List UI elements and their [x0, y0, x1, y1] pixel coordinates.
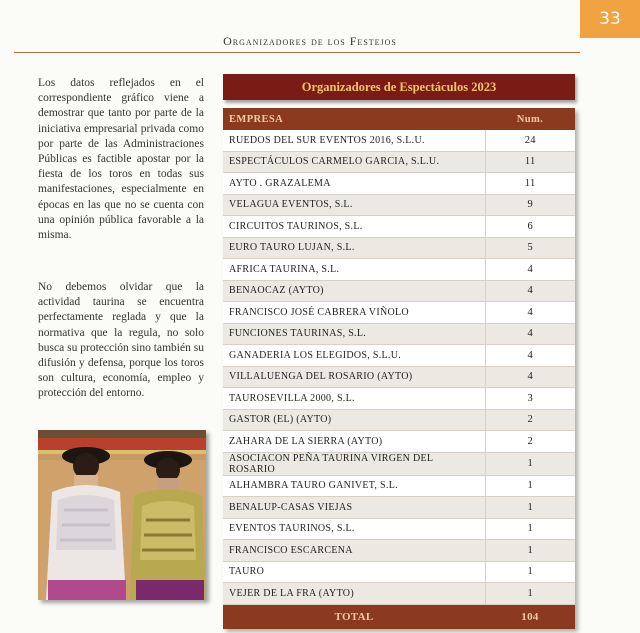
event-count-cell: 4 [485, 302, 575, 324]
table-row [223, 497, 575, 519]
organizer-name-cell: ZAHARA DE LA SIERRA (AYTO) [223, 431, 485, 453]
table-row [223, 409, 575, 431]
table-row [223, 151, 575, 173]
organizer-name-cell: AFRICA TAURINA, S.L. [223, 259, 485, 281]
event-count-cell: 1 [485, 583, 575, 605]
column-header-empresa: EMPRESA [223, 108, 485, 130]
organizer-name-cell: GASTOR (EL) (AYTO) [223, 409, 485, 431]
table-row [223, 194, 575, 216]
matadors-illustration [38, 430, 206, 600]
organizer-name-cell: GANADERIA LOS ELEGIDOS, S.L.U. [223, 345, 485, 367]
table-row [223, 237, 575, 259]
table-row [223, 583, 575, 605]
body-paragraph-1: Los datos reflejados en el correspondiente gráfico viene a demostrar que tanto por parte de la iniciativa empresarial privada como por parte de las Administraciones Públicas es factible apostar por la fiesta de los toros en todas sus manifestaciones, especialmente en épocas en las que no se cuenta con una opinión pública favorable a la misma. [38, 77, 204, 242]
page-number: 33 [580, 0, 640, 38]
organizers-table [223, 108, 575, 629]
organizer-name-cell: ALHAMBRA TAURO GANIVET, S.L. [223, 475, 485, 497]
event-count-cell: 9 [485, 194, 575, 216]
event-count-cell: 11 [485, 173, 575, 195]
table-row [223, 540, 575, 562]
table-row [223, 388, 575, 410]
organizer-name-cell: FRANCISCO JOSÉ CABRERA VIÑOLO [223, 302, 485, 324]
table-row [223, 216, 575, 238]
organizer-name-cell: ASOCIACON PEÑA TAURINA VIRGEN DEL ROSARIO [223, 452, 485, 475]
table-row [223, 259, 575, 281]
organizer-name-cell: TAURO [223, 561, 485, 583]
event-count-cell: 4 [485, 345, 575, 367]
organizer-name-cell: ESPECTÁCULOS CARMELO GARCIA, S.L.U. [223, 151, 485, 173]
table-row [223, 280, 575, 302]
column-header-num: Num. [485, 108, 575, 130]
total-value: 104 [485, 604, 575, 629]
event-count-cell: 1 [485, 475, 575, 497]
event-count-cell: 2 [485, 409, 575, 431]
organizer-name-cell: VEJER DE LA FRA (AYTO) [223, 583, 485, 605]
table-total-row [223, 604, 575, 629]
organizer-name-cell: EURO TAURO LUJAN, S.L. [223, 237, 485, 259]
event-count-cell: 1 [485, 497, 575, 519]
table-row [223, 431, 575, 453]
event-count-cell: 3 [485, 388, 575, 410]
event-count-cell: 1 [485, 540, 575, 562]
event-count-cell: 2 [485, 431, 575, 453]
organizer-name-cell: CIRCUITOS TAURINOS, S.L. [223, 216, 485, 238]
event-count-cell: 4 [485, 259, 575, 281]
bullfighters-photo [38, 430, 206, 600]
table-row [223, 130, 575, 151]
organizer-name-cell: RUEDOS DEL SUR EVENTOS 2016, S.L.U. [223, 130, 485, 151]
organizer-name-cell: VELAGUA EVENTOS, S.L. [223, 194, 485, 216]
total-label: TOTAL [223, 604, 485, 629]
table-row [223, 323, 575, 345]
table-title: Organizadores de Espectáculos 2023 [223, 74, 575, 100]
body-paragraph-2: No debemos olvidar que la actividad taurina se encuentra perfectamente reglada y que la normativa que la regula, no solo busca su protección sino también su difusión y defensa, porque los toros son cultura, economía, empleo y protección del entorno. [38, 281, 204, 400]
organizer-name-cell: VILLALUENGA DEL ROSARIO (AYTO) [223, 366, 485, 388]
event-count-cell: 11 [485, 151, 575, 173]
table-row [223, 561, 575, 583]
table-row [223, 345, 575, 367]
table-header-row [223, 108, 575, 130]
table-row [223, 366, 575, 388]
table-row [223, 518, 575, 540]
organizer-name-cell: AYTO . GRAZALEMA [223, 173, 485, 195]
event-count-cell: 5 [485, 237, 575, 259]
table-row [223, 475, 575, 497]
event-count-cell: 24 [485, 130, 575, 151]
event-count-cell: 1 [485, 561, 575, 583]
organizer-name-cell: EVENTOS TAURINOS, S.L. [223, 518, 485, 540]
event-count-cell: 4 [485, 366, 575, 388]
organizer-name-cell: FRANCISCO ESCARCENA [223, 540, 485, 562]
table-row [223, 452, 575, 475]
organizer-name-cell: TAUROSEVILLA 2000, S.L. [223, 388, 485, 410]
organizer-name-cell: BENAOCAZ (AYTO) [223, 280, 485, 302]
event-count-cell: 6 [485, 216, 575, 238]
event-count-cell: 4 [485, 323, 575, 345]
organizer-name-cell: FUNCIONES TAURINAS, S.L. [223, 323, 485, 345]
table-row [223, 302, 575, 324]
header-divider [14, 52, 580, 53]
event-count-cell: 1 [485, 518, 575, 540]
organizer-name-cell: BENALUP-CASAS VIEJAS [223, 497, 485, 519]
running-header: Organizadores de los Festejos [223, 34, 397, 48]
event-count-cell: 4 [485, 280, 575, 302]
table-row [223, 173, 575, 195]
event-count-cell: 1 [485, 452, 575, 475]
